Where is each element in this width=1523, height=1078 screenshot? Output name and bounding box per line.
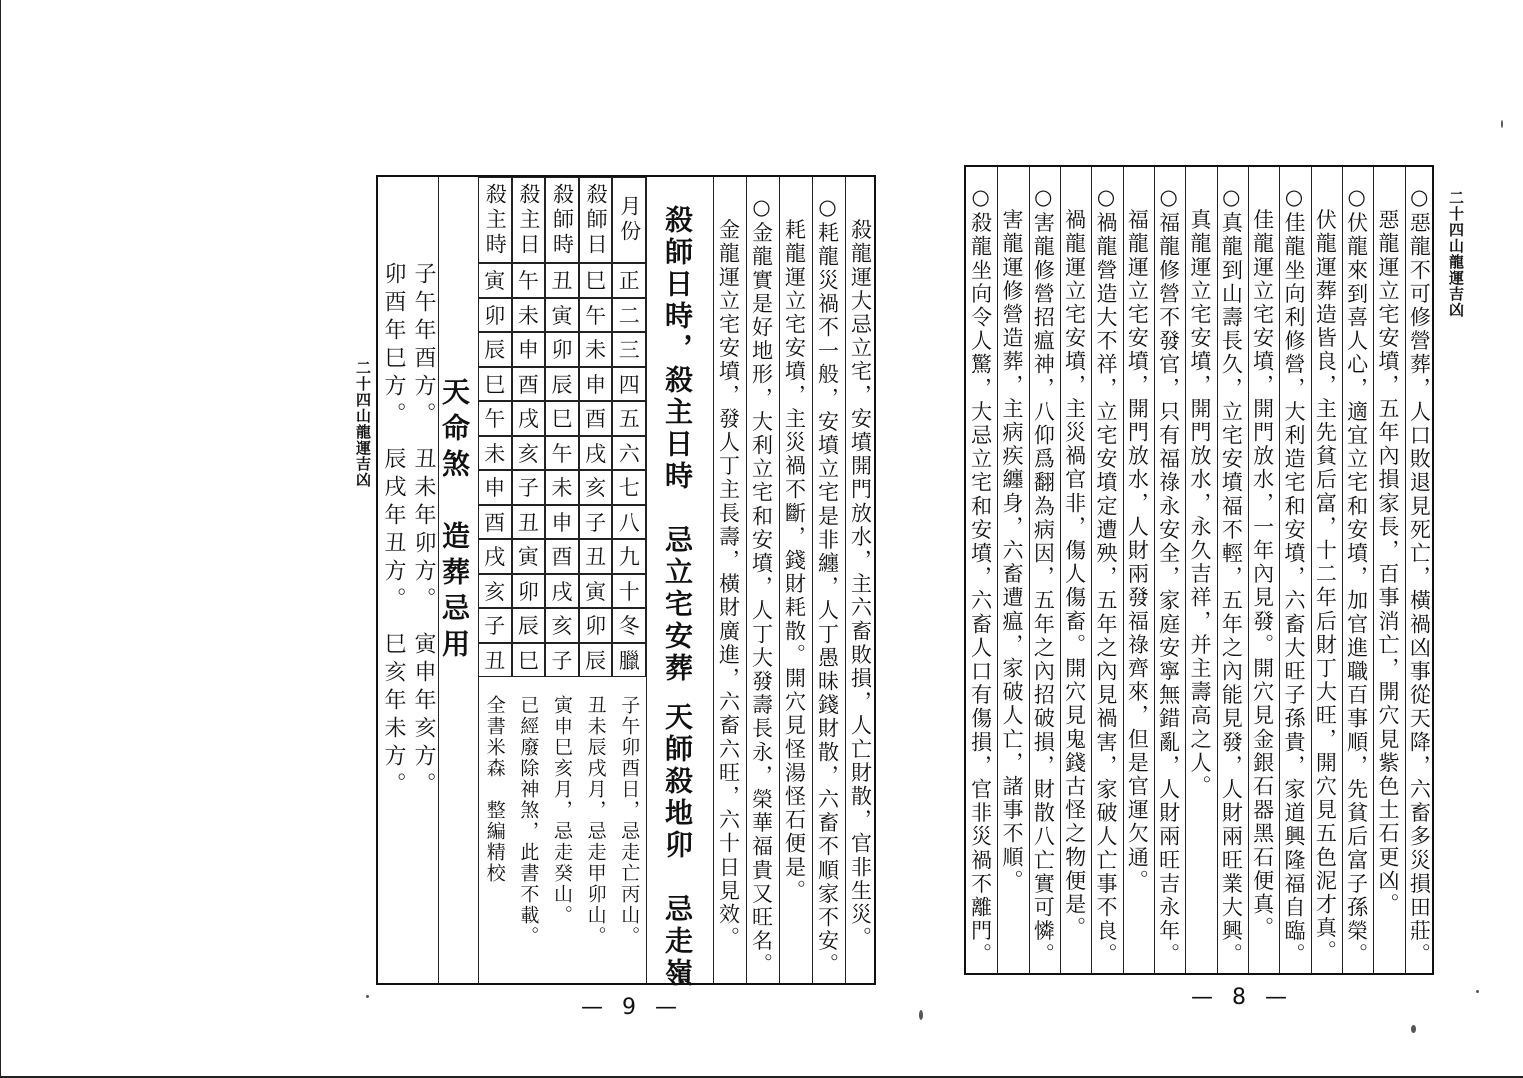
table-value-cell: 卯: [478, 298, 512, 333]
table-value-cell: 卯: [545, 332, 579, 367]
scan-speck: [919, 1010, 923, 1020]
table-row-label: 殺師時: [545, 177, 579, 263]
table-value-cell: 申: [545, 505, 579, 540]
table-note: 寅申巳亥月，忌走癸山。: [551, 695, 573, 926]
table-row-label: 殺主日: [512, 177, 546, 263]
table-month-cell: 二: [612, 298, 646, 333]
table-month-cell: 九: [612, 539, 646, 574]
left-page-header: 二十四山龍運吉凶: [354, 360, 372, 488]
left-text-column: 耗龍運立宅安墳，主災禍不斷，錢財耗散。開穴見怪湯怪石便是。: [782, 195, 807, 903]
table-month-cell: 八: [612, 505, 646, 540]
table-value-cell: 卯: [512, 574, 546, 609]
table-value-cell: 未: [478, 436, 512, 471]
table-month-cell: 十: [612, 574, 646, 609]
right-text-column: 禍龍運立宅安墳，主災禍官非，傷人傷畜。開穴見鬼錢古怪之物便是。: [1062, 185, 1087, 941]
table-value-cell: 丑: [545, 263, 579, 298]
table-row-label: 殺主時: [478, 177, 512, 263]
right-text-column: 真龍運立宅安墳，開門放水，永久吉祥，并主壽高之人。: [1188, 185, 1212, 799]
section-line-2: 卯酉年巳方。 辰戌年丑方。 巳亥年未方。: [381, 262, 406, 800]
left-page: [331, 170, 891, 1020]
right-text-column: ○害龍修營招瘟神，八仰爲翻為病因，五年之內招破損，財散八亡實可憐。: [1031, 185, 1056, 967]
section-line-1: 子午年酉方。 丑未年卯方。 寅申年亥方。: [411, 262, 436, 800]
right-text-column: 害龍運修營造葬，主病疾纏身，六畜遭瘟，家破人亡，諸事不順。: [1000, 185, 1024, 893]
table-month-cell: 三: [612, 332, 646, 367]
left-title-bottom: 天師殺地卯 忌走嶺: [661, 702, 694, 990]
table-value-cell: 巳: [545, 401, 579, 436]
right-text-column: 佳龍運立宅安墳，開門放水，一年內見發。開穴見金銀石器黑石便真。: [1250, 185, 1275, 941]
table-value-cell: 亥: [512, 436, 546, 471]
table-value-cell: 戌: [512, 401, 546, 436]
table-value-cell: 申: [478, 470, 512, 505]
scan-speck: [366, 995, 369, 998]
table-value-cell: 午: [579, 298, 613, 333]
right-page-columns: [966, 167, 1432, 973]
left-text-column: ○耗龍災禍不一般，安墳立宅是非纏，人丁愚昧錢財散，六畜不順家不安。: [815, 195, 840, 977]
left-title-top: 殺師日時，殺主日時 忌立宅安葬: [661, 205, 694, 685]
right-text-column: ○禍龍營造大不祥，立宅安墳定遭殃，五年之內見禍害，家破人亡事不良。: [1094, 185, 1118, 967]
right-page: [956, 160, 1476, 1010]
table-value-cell: 亥: [478, 574, 512, 609]
table-note: 全書米森 整編精校: [483, 695, 506, 884]
table-note: 子午卯酉日，忌走亡丙山。: [618, 695, 641, 947]
table-value-cell: 戌: [545, 574, 579, 609]
table-value-cell: 戌: [478, 539, 512, 574]
right-text-column: ○伏龍來到喜人心，適宜立宅和安墳，加官進職百事順，先貧后富子孫榮。: [1344, 185, 1369, 967]
right-page-frame: [964, 165, 1434, 975]
right-text-column: 惡龍運立宅安墳，五年內損家長，百事消亡，開穴見紫色土石更凶。: [1376, 185, 1400, 917]
scan-speck: [1501, 120, 1503, 128]
right-page-header: 二十四山龍運吉凶: [1447, 190, 1465, 318]
table-value-cell: 戌: [579, 436, 613, 471]
right-text-column: ○殺龍坐向令人驚，大忌立宅和安墳，六畜人口有傷損，官非災禍不離門。: [968, 185, 993, 967]
table-value-cell: 寅: [512, 539, 546, 574]
table-month-cell: 六: [612, 436, 646, 471]
table-value-cell: 午: [478, 401, 512, 436]
table-value-cell: 亥: [545, 608, 579, 643]
table-value-cell: 申: [512, 332, 546, 367]
table-note: 丑未辰戌月，忌走甲卯山。: [584, 695, 607, 947]
month-table: [478, 177, 646, 677]
table-value-cell: 辰: [512, 608, 546, 643]
table-value-cell: 申: [579, 367, 613, 402]
left-page-number: — 9 —: [581, 995, 683, 1020]
table-value-cell: 辰: [545, 367, 579, 402]
table-value-cell: 寅: [545, 298, 579, 333]
table-note: 已經廢除神煞，此書不載。: [517, 695, 540, 947]
table-month-cell: 臘: [612, 643, 646, 678]
right-text-column: 伏龍運葬造皆良，主先貧后富，十二年后財丁大旺，開穴見五色泥才真。: [1313, 185, 1338, 964]
left-text-column: ○金龍實是好地形，大利立宅和安墳，人丁大發壽長永，榮華福貴又旺名。: [749, 195, 774, 977]
table-value-cell: 巳: [478, 367, 512, 402]
scan-speck: [1411, 1025, 1416, 1033]
table-row-label: 殺師日: [579, 177, 613, 263]
table-value-cell: 辰: [478, 332, 512, 367]
table-value-cell: 子: [512, 470, 546, 505]
table-value-cell: 子: [545, 643, 579, 678]
table-value-cell: 子: [478, 608, 512, 643]
left-text-column: 殺龍運大忌立宅，安墳開門放水，主六畜敗損，人亡財散，官非生災。: [848, 195, 873, 951]
table-header-month: 月份: [612, 177, 646, 263]
left-page-frame: [376, 175, 876, 990]
table-value-cell: 未: [512, 298, 546, 333]
table-value-cell: 酉: [512, 367, 546, 402]
table-month-cell: 五: [612, 401, 646, 436]
table-month-cell: 冬: [612, 608, 646, 643]
right-text-column: ○福龍修營不發官，只有福祿永安全，家庭安寧無錯亂，人財兩旺吉永年。: [1156, 185, 1181, 967]
table-value-cell: 辰: [579, 643, 613, 678]
table-value-cell: 巳: [512, 643, 546, 678]
table-value-cell: 未: [545, 470, 579, 505]
scan-speck: [1476, 990, 1479, 993]
table-value-cell: 酉: [545, 539, 579, 574]
table-month-cell: 七: [612, 470, 646, 505]
table-value-cell: 未: [579, 332, 613, 367]
table-value-cell: 寅: [579, 574, 613, 609]
right-text-column: ○惡龍不可修營葬，人口敗退見死亡，橫禍凶事從天降，六畜多災損田莊。: [1407, 185, 1432, 967]
right-page-number: — 8 —: [1191, 985, 1293, 1010]
table-month-cell: 正: [612, 263, 646, 298]
table-notes: [478, 677, 646, 987]
right-text-column: 福龍運立宅安墳，開門放水，人財兩發福祿齊來，但是官運欠通。: [1125, 185, 1150, 893]
table-value-cell: 亥: [579, 470, 613, 505]
section-title: 天命煞 造葬忌用: [438, 377, 471, 665]
table-value-cell: 丑: [579, 539, 613, 574]
table-value-cell: 午: [545, 436, 579, 471]
table-value-cell: 子: [579, 505, 613, 540]
table-value-cell: 酉: [478, 505, 512, 540]
table-value-cell: 酉: [579, 401, 613, 436]
left-text-column: 金龍運立宅安墳，發人丁主長壽，橫財廣進，六畜六旺，六十日見效。: [716, 195, 741, 951]
table-month-cell: 四: [612, 367, 646, 402]
table-value-cell: 丑: [512, 505, 546, 540]
table-value-cell: 寅: [478, 263, 512, 298]
table-value-cell: 巳: [579, 263, 613, 298]
table-value-cell: 午: [512, 263, 546, 298]
right-text-column: ○真龍到山壽長久，立宅安墳福不輕，五年之內能見發，人財兩旺業大興。: [1219, 185, 1244, 967]
table-value-cell: 卯: [579, 608, 613, 643]
right-text-column: ○佳龍坐向利修營，大利造宅和安墳，六畜大旺子孫貴，家道興隆福自臨。: [1282, 185, 1306, 967]
table-value-cell: 丑: [478, 643, 512, 678]
